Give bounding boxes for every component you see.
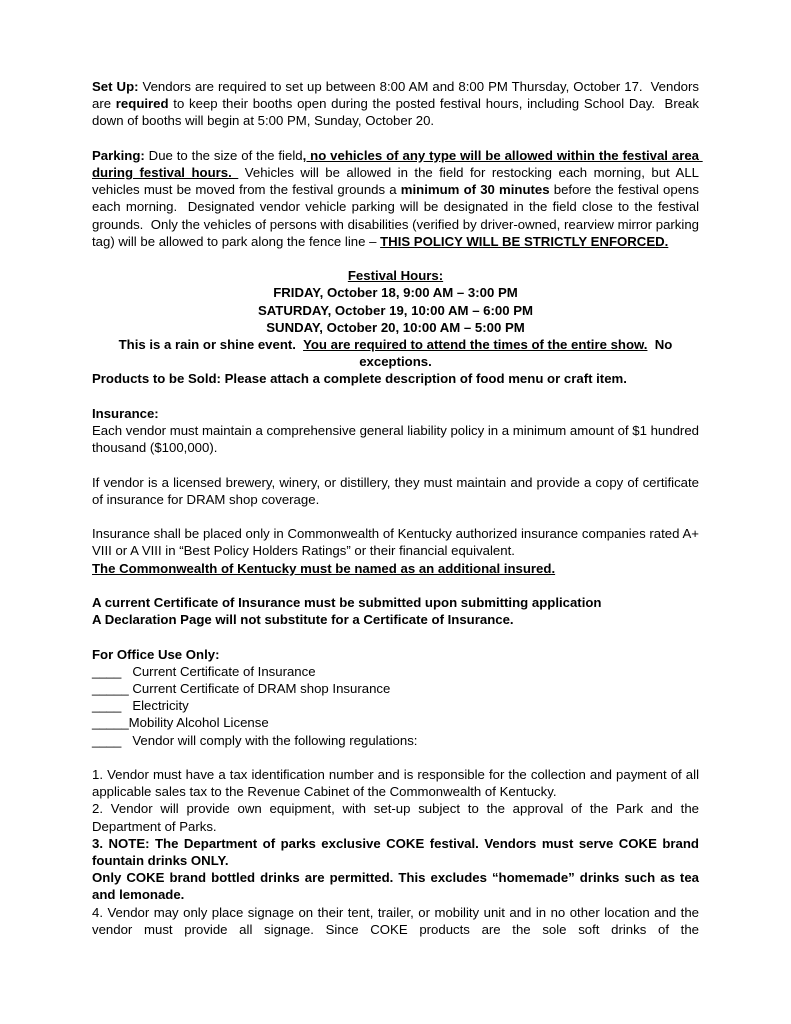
insurance-liability-paragraph: Each vendor must maintain a comprehensive general liability policy in a minimum amount of $1 hundred thousand ($100,000).	[92, 423, 703, 456]
regulation-4: 4. Vendor may only place signage on their tent, trailer, or mobility unit and in no other location and the vendor must provide all signage. Since COKE products are the sole soft drinks of the	[92, 904, 703, 937]
parking-text-run-3: before the festival opens each morning. Designated vendor vehicle parking will be designated in the field close to the festival grounds. Only the vehicles of persons with disabilities (verified by driver-owned, rearview mirror parking tag) will be allowed to park along the fence line –	[92, 182, 703, 249]
parking-text-run: Due to the size of the field	[148, 147, 303, 163]
office-checklist-item-electricity: ____ Electricity	[92, 698, 189, 714]
regulation-3-coke-note: 3. NOTE: The Department of parks exclusive COKE festival. Vendors must serve COKE brand fountain drinks ONLY.	[92, 835, 703, 869]
parking-paragraph	[92, 147, 703, 250]
festival-hours-saturday: SATURDAY, October 19, 10:00 AM – 6:00 PM	[257, 302, 534, 318]
parking-no-vehicles-rule: , no vehicles of any type will be allowed within the festival area during festival hours.	[92, 147, 703, 180]
festival-hours-section	[92, 267, 699, 370]
setup-paragraph	[92, 78, 703, 130]
setup-bold-run: required	[115, 96, 169, 112]
declaration-note-line: A Declaration Page will not substitute for a Certificate of Insurance.	[92, 612, 514, 628]
office-use-heading: For Office Use Only:	[92, 646, 220, 662]
parking-text-run-2: Vehicles will be allowed in the field for restocking each morning, but ALL vehicles must be moved from the festival grounds a	[92, 165, 703, 198]
regulation-1: 1. Vendor must have a tax identification number and is responsible for the collection and payment of all applicable sales tax to the Revenue Cabinet of the Commonwealth of Kentucky.	[92, 767, 703, 800]
festival-hours-friday: FRIDAY, October 18, 9:00 AM – 3:00 PM	[273, 285, 518, 301]
office-checklist-item-regulations: ____ Vendor will comply with the following regulations:	[92, 732, 418, 748]
rain-or-shine-line	[92, 336, 699, 370]
certificate-required-line: A current Certificate of Insurance must be submitted upon submitting application	[92, 595, 602, 610]
products-to-be-sold-line: Products to be Sold: Please attach a complete description of food menu or craft item.	[92, 371, 627, 387]
coke-bottled-drinks-note: Only COKE brand bottled drinks are permitted. This excludes “homemade” drinks such as tea and lemonade.	[92, 870, 703, 903]
festival-hours-sunday: SUNDAY, October 20, 10:00 AM – 5:00 PM	[266, 319, 525, 335]
office-checklist-item-dram: _____ Current Certificate of DRAM shop Insurance	[92, 681, 391, 696]
additional-insured-line: The Commonwealth of Kentucky must be named as an additional insured.	[92, 560, 556, 576]
no-exceptions-text: No exceptions.	[359, 337, 677, 370]
parking-enforced-notice: THIS POLICY WILL BE STRICTLY ENFORCED.	[380, 233, 669, 249]
parking-heading: Parking:	[92, 147, 149, 163]
festival-hours-heading-line	[92, 267, 699, 284]
attendance-required-text: You are required to attend the times of the entire show.	[303, 337, 648, 353]
setup-heading: Set Up:	[92, 79, 143, 94]
insurance-companies-paragraph: Insurance shall be placed only in Commonwealth of Kentucky authorized insurance companies rated A+ VIII or A VIII in “Best Policy Holders Ratings” or their financial equivalent.	[92, 526, 703, 559]
festival-hours-heading: Festival Hours:	[347, 268, 444, 284]
office-checklist-item-mobility-alcohol: _____Mobility Alcohol License	[92, 715, 269, 731]
parking-30-minutes-rule: minimum of 30 minutes	[400, 182, 550, 198]
setup-text-run-2: to keep their booths open during the posted festival hours, including School Day. Break down of booths will begin at 5:00 PM, Sunday, October 20.	[92, 96, 703, 129]
rain-or-shine-text: This is a rain or shine event.	[118, 337, 304, 353]
insurance-heading: Insurance:	[92, 405, 159, 421]
regulation-2: 2. Vendor will provide own equipment, with set-up subject to the approval of the Park and the Department of Parks.	[92, 801, 703, 834]
setup-text-run: Vendors are required to set up between 8:00 AM and 8:00 PM Thursday, October 17. Vendors are	[92, 79, 703, 112]
insurance-dram-paragraph: If vendor is a licensed brewery, winery, or distillery, they must maintain and provide a copy of certificate of insurance for DRAM shop coverage.	[92, 474, 703, 507]
office-checklist-item-insurance: ____ Current Certificate of Insurance	[92, 663, 316, 679]
